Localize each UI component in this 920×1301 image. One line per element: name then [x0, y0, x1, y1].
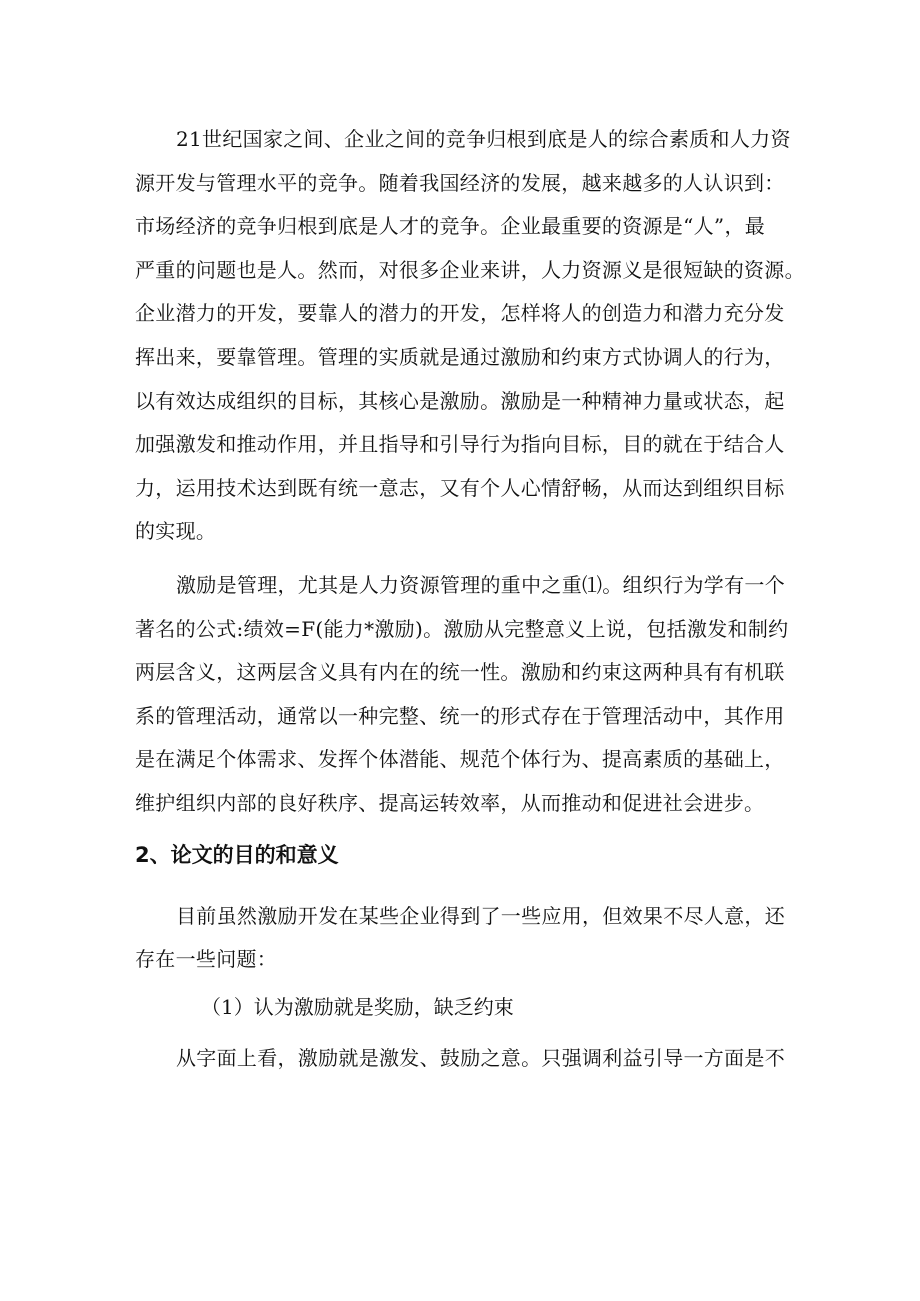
text-line: 市场经济的竞争归根到底是人才的竞争。企业最重要的资源是“人”，最	[135, 214, 766, 239]
text-line: 系的管理活动，通常以一种完整、统一的形式存在于管理活动中，其作用	[135, 703, 785, 728]
text-line: 存在一些问题：	[135, 947, 278, 972]
text-line: 挥出来，要靠管理。管理的实质就是通过激励和约束方式协调人的行为，	[135, 344, 785, 369]
text-line: 源开发与管理水平的竞争。随着我国经济的发展，越来越多的人认识到：	[135, 170, 785, 195]
text-line: 著名的公式:绩效=F(能力*激励)。激励从完整意义上说，包括激发和制约	[135, 616, 789, 641]
paragraph-literal-meaning	[135, 1037, 785, 1081]
paragraph-problems	[135, 895, 785, 982]
text-line: 从字面上看，激励就是激发、鼓励之意。只强调利益引导一方面是不	[176, 1046, 785, 1071]
text-line: 目前虽然激励开发在某些企业得到了一些应用，但效果不尽人意，还	[176, 903, 785, 928]
text-line: 以有效达成组织的目标，其核心是激励。激励是一种精神力量或状态，起	[135, 388, 785, 413]
text-line: 激励是管理，尤其是人力资源管理的重中之重⑴。组织行为学有一个	[176, 572, 785, 597]
paragraph-competition	[135, 118, 805, 554]
section-heading: 2、论文的目的和意义	[135, 842, 339, 867]
text-line: 两层含义，这两层含义具有内在的统一性。激励和约束这两种具有有机联	[135, 660, 785, 685]
paragraph-motivation	[135, 564, 789, 826]
list-item	[135, 986, 785, 1030]
list-item-text: （1）认为激励就是奖励，缺乏约束	[201, 994, 514, 1019]
text-line: 是在满足个体需求、发挥个体潜能、规范个体行为、提高素质的基础上，	[135, 747, 785, 772]
document-body	[135, 118, 805, 1081]
text-line: 严重的问题也是人。然而，对很多企业来讲，人力资源义是很短缺的资源。	[135, 257, 805, 282]
text-line: 企业潜力的开发，要靠人的潜力的开发，怎样将人的创造力和潜力充分发	[135, 301, 785, 326]
text-line: 的实现。	[135, 519, 217, 544]
text-line: 21世纪国家之间、企业之间的竞争归根到底是人的综合素质和人力资	[176, 127, 791, 151]
text-line: 力，运用技术达到既有统一意志，又有个人心情舒畅，从而达到组织目标	[135, 475, 785, 500]
text-line: 维护组织内部的良好秩序、提高运转效率，从而推动和促进社会进步。	[135, 790, 765, 815]
text-line: 加强激发和推动作用，并且指导和引导行为指向目标，目的就在于结合人	[135, 432, 785, 457]
